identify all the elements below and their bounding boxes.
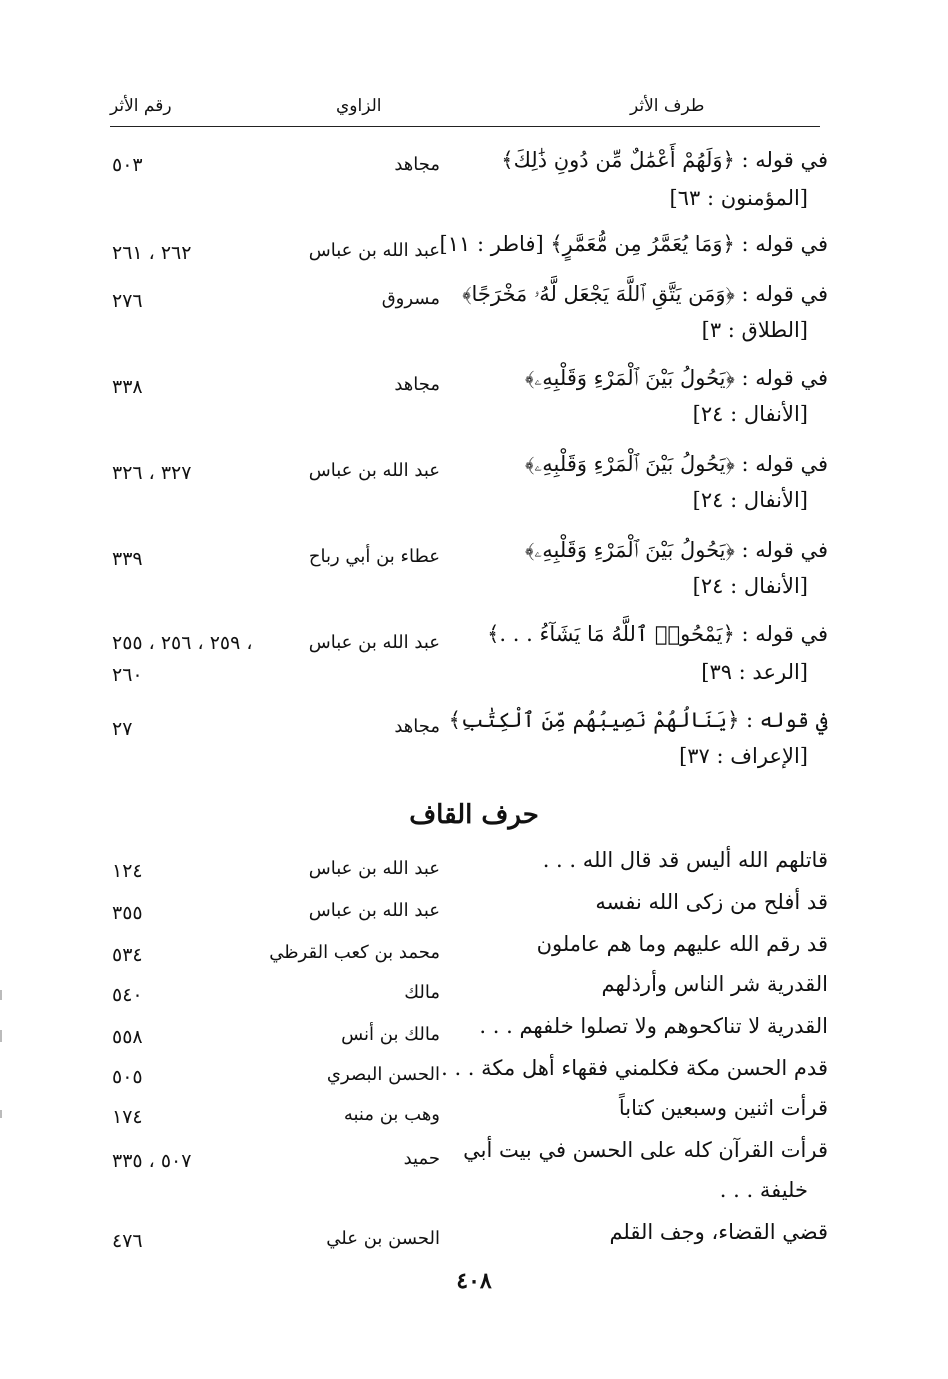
entry-a8-ref: ٢٧ (112, 718, 133, 740)
entry-a6-text2: [الأنفال : ٢٤] (692, 574, 808, 598)
entry-a7-narrator: عبد الله بن عباس (308, 632, 440, 653)
entry-a3-ref: ٢٧٦ (112, 290, 143, 312)
entry-a4-text2: [الأنفال : ٢٤] (692, 402, 808, 426)
entry-a1-text: في قوله : ﴿وَلَهُمْ أَعْمَٰلٌ مِّن دُونِ ذَٰلِكَ﴾ (501, 148, 828, 172)
entry-b1-narrator: عبد الله بن عباس (308, 858, 440, 879)
entry-b3-ref: ٥٣٤ (112, 944, 143, 966)
header-narrator: الزاوي (336, 96, 382, 116)
entry-a8-text2: [الإعراف : ٣٧] (679, 744, 808, 768)
entry-a7-ref: ٢٥٩ ، ٢٥٦ ، ٢٥٥ ، (112, 632, 253, 654)
entry-a8-narrator: مجاهد (394, 716, 440, 737)
entry-a6-ref: ٣٣٩ (112, 548, 143, 570)
section-heading: حرف القاف (409, 800, 539, 830)
page-number: ٤٠٨ (456, 1268, 492, 1294)
entry-a4-ref: ٣٣٨ (112, 376, 143, 398)
entry-b6-ref: ٥٠٥ (112, 1066, 143, 1088)
entry-a7-ref-cont: ٢٦٠ (112, 664, 143, 686)
entry-a2-narrator: عبد الله بن عباس (308, 240, 440, 261)
entry-b8-text2: خليفة . . . (719, 1178, 808, 1202)
entry-a3-narrator: مسروق (381, 288, 440, 309)
header-ref-number: رقم الأثر (110, 96, 172, 116)
entry-b2-ref: ٣٥٥ (112, 902, 143, 924)
entry-a7-text2: [الرعد : ٣٩] (701, 660, 808, 684)
entry-b8-narrator: حميد (403, 1148, 440, 1169)
entry-a6-narrator: عطاء بن أبي رباح (308, 546, 440, 567)
entry-a1-ref: ٥٠٣ (112, 154, 143, 176)
entry-b2-narrator: عبد الله بن عباس (308, 900, 440, 921)
entry-b9-ref: ٤٧٦ (112, 1230, 143, 1252)
header-text-start: طرف الأثر (630, 96, 705, 116)
entry-b7-ref: ١٧٤ (112, 1106, 143, 1128)
entry-b1-text: قاتلهم الله أليس قد قال الله . . . (542, 848, 828, 872)
entry-a3-text: في قوله : ﴿وَمَن يَتَّقِ ٱللَّهَ يَجْعَل لَّهُۥ مَخْرَجًا﴾ (462, 282, 828, 306)
entry-b4-text: القدرية شر الناس وأرذلهم (601, 972, 828, 996)
entry-b9-narrator: الحسن بن علي (326, 1228, 440, 1249)
entry-b5-ref: ٥٥٨ (112, 1026, 143, 1048)
entry-a1-narrator: مجاهد (394, 154, 440, 175)
entry-b6-text: قدم الحسن مكة فكلمني فقهاء أهل مكة . . . (441, 1056, 828, 1080)
entry-b8-ref: ٥٠٧ ، ٣٣٥ (112, 1150, 192, 1172)
entry-a4-text: في قوله : ﴿يَحُولُ بَيْنَ ٱلْمَرْءِ وَقَلْبِهِۦ﴾ (524, 366, 828, 390)
header-divider (110, 126, 820, 127)
entry-a6-text: في قوله : ﴿يَحُولُ بَيْنَ ٱلْمَرْءِ وَقَلْبِهِۦ﴾ (524, 538, 828, 562)
entry-a2-ref: ٢٦٢ ، ٢٦١ (112, 242, 192, 264)
entry-a1-text2: [المؤمنون : ٦٣] (669, 186, 808, 210)
entry-a5-text: في قوله : ﴿يَحُولُ بَيْنَ ٱلْمَرْءِ وَقَلْبِهِۦ﴾ (524, 452, 828, 476)
entry-b1-ref: ١٢٤ (112, 860, 143, 882)
entry-a5-narrator: عبد الله بن عباس (308, 460, 440, 481)
entry-b5-text: القدرية لا تناكحوهم ولا تصلوا خلفهم . . . (479, 1014, 828, 1038)
entry-a2-text: في قوله : ﴿وَمَا يُعَمَّرُ مِن مُّعَمَّرٍ﴾ [فاطر : ١١] (439, 232, 828, 256)
scan-margin-mark (0, 990, 2, 1000)
entry-b7-narrator: وهب بن منبه (343, 1104, 440, 1125)
entry-b4-narrator: مالك (404, 982, 440, 1003)
entry-b4-ref: ٥٤٠ (112, 984, 143, 1006)
entry-b8-text: قرأت القرآن كله على الحسن في بيت أبي (463, 1138, 828, 1162)
entry-a4-narrator: مجاهد (394, 374, 440, 395)
entry-b3-text: قد رقم الله عليهم وما هم عاملون (536, 932, 828, 956)
entry-a8-text: في قوله : ﴿يَنَالُهُمْ نَصِيبُهُم مِّنَ ٱلْكِتَٰبِ﴾ (448, 708, 828, 732)
entry-b5-narrator: مالك بن أنس (341, 1024, 440, 1045)
entry-b2-text: قد أفلح من زكى الله نفسه (595, 890, 828, 914)
entry-b6-narrator: الحسن البصري (326, 1064, 440, 1085)
scan-margin-mark (0, 1110, 2, 1118)
entry-b9-text: قضي القضاء، وجف القلم (609, 1220, 828, 1244)
table-header (110, 96, 820, 126)
entry-b7-text: قرأت اثنين وسبعين كتاباً (618, 1096, 828, 1120)
scan-margin-mark (0, 1030, 2, 1042)
entry-b3-narrator: محمد بن كعب القرظي (269, 942, 440, 963)
entry-a3-text2: [الطلاق : ٣] (701, 318, 808, 342)
entry-a7-text: في قوله : ﴿يَمْحُوا۟ ٱللَّهُ مَا يَشَآءُ . . .﴾ (487, 622, 828, 646)
entry-a5-ref: ٣٢٧ ، ٣٢٦ (112, 462, 192, 484)
entry-a5-text2: [الأنفال : ٢٤] (692, 488, 808, 512)
